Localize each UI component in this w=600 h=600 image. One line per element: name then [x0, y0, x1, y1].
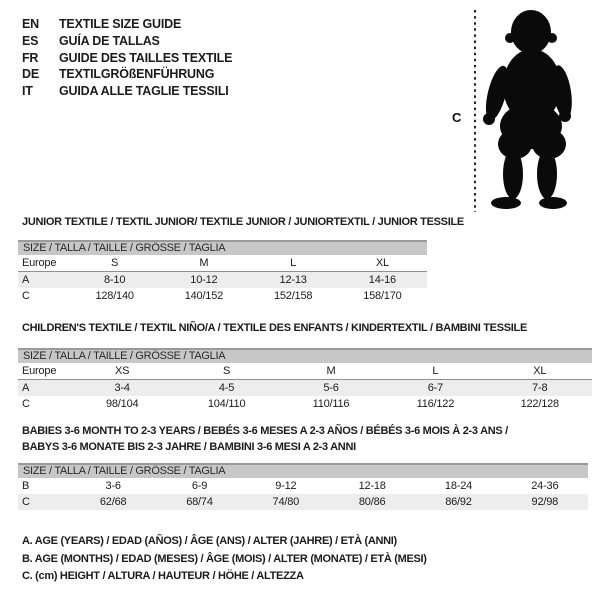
cell: 4-5	[174, 380, 278, 397]
row-label: C	[22, 290, 30, 302]
table-row-age	[18, 380, 592, 397]
lang-code: IT	[22, 84, 33, 99]
table-row-age	[18, 272, 427, 289]
cell: 158/170	[363, 290, 402, 302]
lang-row-en	[22, 16, 232, 33]
lang-label: GUIDA ALLE TAGLIE TESSILI	[59, 84, 229, 99]
table-row-height	[18, 288, 427, 304]
cell: 122/128	[520, 398, 559, 410]
lang-label: TEXTILGRÖßENFÜHRUNG	[59, 67, 215, 82]
cell: 3-6	[105, 480, 121, 492]
children-section-title: CHILDREN'S TEXTILE / TEXTIL NIÑO/A / TEXTILE DES ENFANTS / KINDERTEXTIL / BAMBINI TESSILE	[22, 322, 527, 334]
cell: 12-13	[249, 272, 338, 289]
toddler-silhouette-figure	[440, 0, 600, 218]
cell: M	[279, 363, 383, 380]
lang-code: DE	[22, 67, 39, 82]
cell: 12-18	[358, 480, 386, 492]
babies-size-table	[18, 463, 588, 510]
row-label: A	[18, 272, 70, 289]
lang-row-it	[22, 83, 232, 100]
lang-label: TEXTILE SIZE GUIDE	[59, 17, 182, 31]
cell: 128/140	[95, 290, 134, 302]
lang-label: GUÍA DE TALLAS	[59, 33, 160, 48]
cell: L	[249, 255, 338, 272]
cell: S	[174, 363, 278, 380]
cell: 86/92	[415, 494, 501, 510]
cell: 152/158	[273, 290, 313, 302]
legend-line-a: A. AGE (YEARS) / EDAD (AÑOS) / ÂGE (ANS) / ALTER (JAHRE) / ETÀ (ANNI)	[22, 535, 397, 547]
cell: 10-12	[159, 272, 248, 289]
cell: 98/104	[105, 398, 139, 410]
cell: 24-36	[531, 480, 559, 492]
cell: 5-6	[279, 380, 383, 397]
cell: 9-12	[275, 480, 297, 492]
lang-label: GUIDE DES TAILLES TEXTILE	[59, 50, 233, 65]
cell: 3-4	[70, 380, 174, 397]
table-row-europe	[18, 363, 592, 380]
row-label: Europe	[18, 255, 70, 272]
toddler-silhouette	[481, 10, 575, 209]
babies-section-title	[22, 423, 508, 455]
junior-section-title: JUNIOR TEXTILE / TEXTIL JUNIOR/ TEXTILE JUNIOR / JUNIORTEXTIL / JUNIOR TESSILE	[22, 216, 464, 228]
table-row-height	[18, 396, 592, 412]
cell: S	[70, 255, 159, 272]
cell: 80/86	[329, 494, 415, 510]
lang-code: EN	[22, 17, 39, 31]
cell: 8-10	[70, 272, 159, 289]
cell: 7-8	[488, 380, 592, 397]
babies-title-line2: BABYS 3-6 MONATE BIS 2-3 JAHRE / BAMBINI 3-6 MESI A 2-3 ANNI	[22, 441, 356, 453]
lang-row-es	[22, 33, 232, 50]
cell: XL	[338, 255, 427, 272]
language-list	[22, 16, 232, 100]
cell: 92/98	[502, 494, 588, 510]
lang-row-de	[22, 66, 232, 83]
row-label: B	[22, 480, 30, 492]
legend	[22, 533, 427, 586]
row-label: C	[22, 398, 30, 410]
size-header-bar: SIZE / TALLA / TAILLE / GRÖSSE / TAGLIA	[18, 240, 427, 255]
junior-size-table	[18, 240, 427, 304]
cell: 18-24	[444, 480, 473, 492]
cell: 68/74	[156, 494, 242, 510]
row-label: C	[18, 494, 70, 510]
cell: 140/152	[184, 290, 224, 302]
lang-code: FR	[22, 50, 39, 65]
cell: M	[159, 255, 248, 272]
row-label: Europe	[18, 363, 70, 380]
cell: L	[383, 363, 487, 380]
table-row-age-months	[18, 478, 588, 494]
table-row-europe	[18, 255, 427, 272]
lang-code: ES	[22, 33, 39, 48]
cell: XL	[488, 363, 592, 380]
cell: XS	[70, 363, 174, 380]
cell: 104/110	[207, 398, 246, 410]
table-row-height	[18, 494, 588, 510]
height-label: C	[452, 110, 462, 125]
cell: 6-9	[191, 480, 208, 492]
cell: 6-7	[383, 380, 487, 397]
legend-line-c: C. (cm) HEIGHT / ALTURA / HAUTEUR / HÖHE / ALTEZZA	[22, 570, 304, 583]
cell: 62/68	[70, 494, 156, 510]
cell: 74/80	[243, 494, 329, 510]
legend-line-b: B. AGE (MONTHS) / EDAD (MESES) / ÂGE (MOIS) / ALTER (MONATE) / ETÀ (MESI)	[22, 552, 427, 565]
size-header-bar: SIZE / TALLA / TAILLE / GRÖSSE / TAGLIA	[18, 348, 592, 363]
cell: 116/122	[416, 398, 455, 410]
children-size-table	[18, 348, 592, 412]
lang-row-fr	[22, 50, 232, 67]
babies-title-line1: BABIES 3-6 MONTH TO 2-3 YEARS / BEBÉS 3-6 MESES A 2-3 AÑOS / BÉBÉS 3-6 MOIS À 2-3 ANS /	[22, 425, 508, 437]
cell: 14-16	[338, 272, 427, 289]
cell: 110/116	[312, 398, 350, 410]
size-header-bar: SIZE / TALLA / TAILLE / GRÖSSE / TAGLIA	[18, 463, 588, 478]
row-label: A	[18, 380, 70, 397]
